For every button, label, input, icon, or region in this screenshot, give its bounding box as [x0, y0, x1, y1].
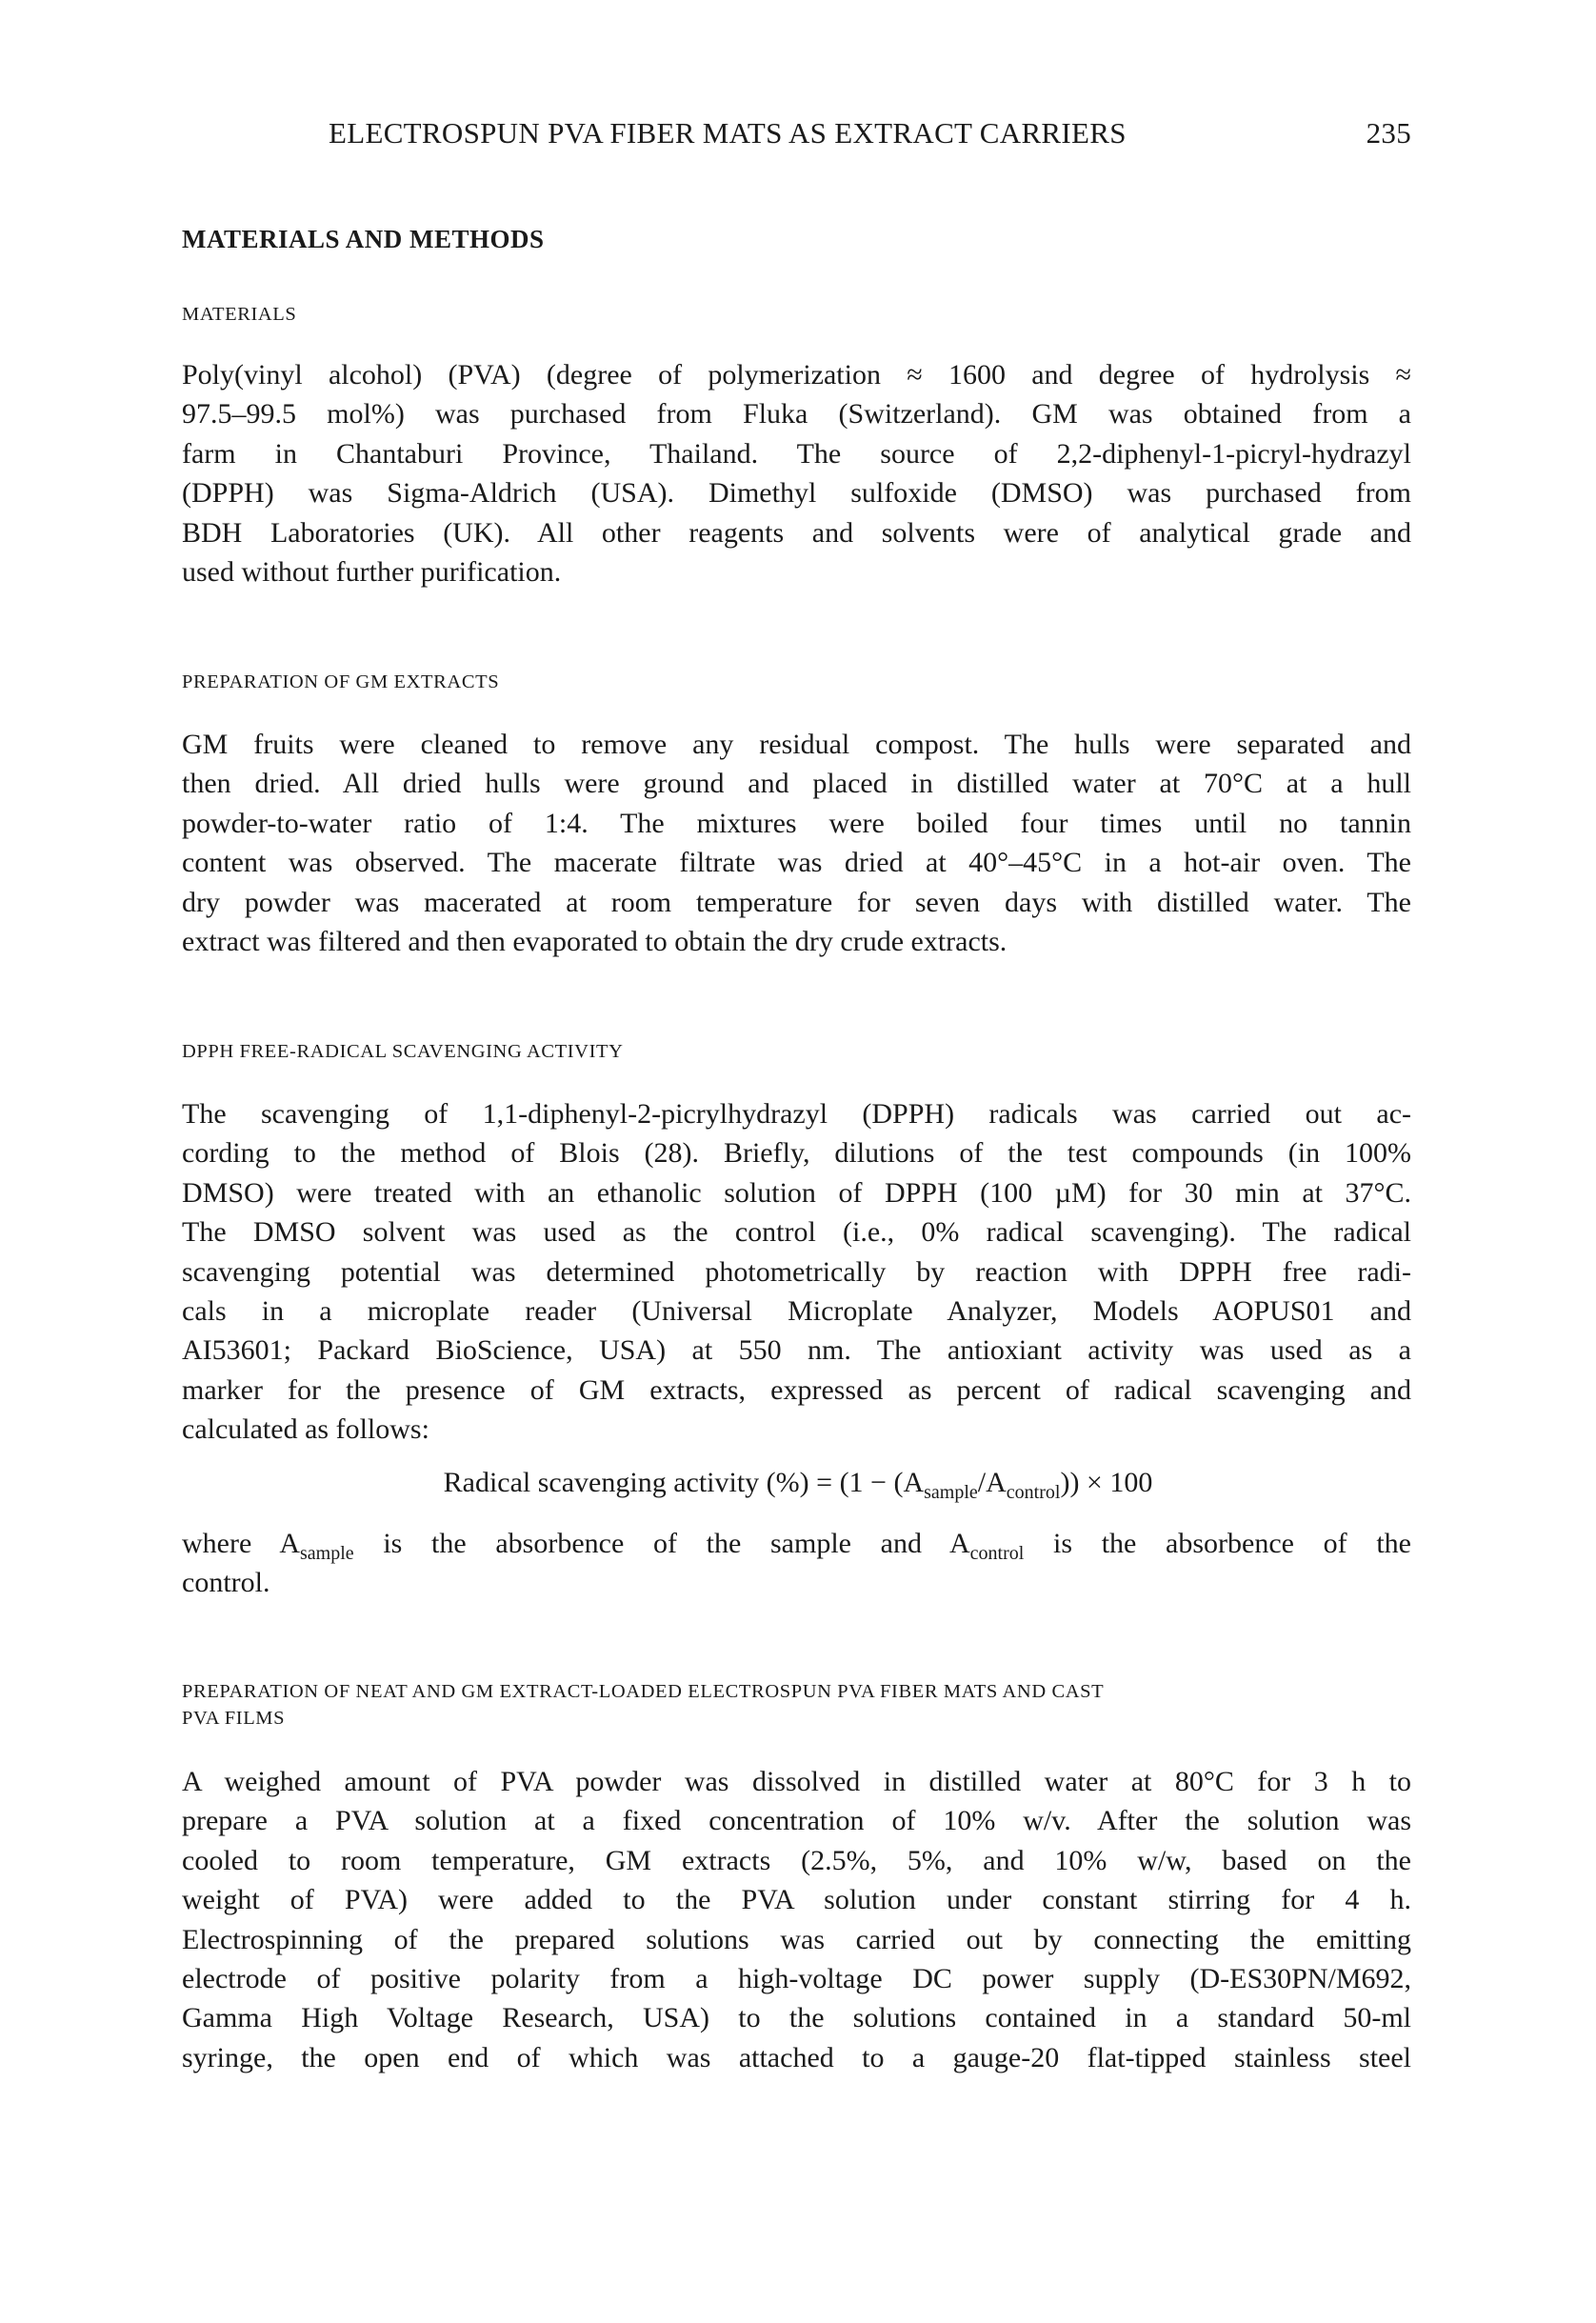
text-line: calculated as follows:: [182, 1413, 429, 1446]
paragraph-materials: [182, 355, 1411, 591]
formula-text: /A: [977, 1467, 1007, 1498]
section-heading: MATERIALS AND METHODS: [182, 225, 545, 253]
text-line: AI53601; Packard BioScience, USA) at 550 nm. The antioxiant activity was used as a: [182, 1334, 1411, 1367]
paragraph-where: [182, 1524, 1411, 1603]
subsection-heading-gm-extracts: PREPARATION OF GM EXTRACTS: [182, 671, 500, 692]
text-line: marker for the presence of GM extracts, expressed as percent of radical scavenging and: [182, 1373, 1411, 1406]
subscript: control: [969, 1543, 1025, 1564]
text-line: BDH Laboratories (UK). All other reagents and solvents were of analytical grade and: [182, 516, 1411, 549]
text-line: GM fruits were cleaned to remove any residual compost. The hulls were separated and: [182, 729, 1411, 760]
formula-subscript: control: [1006, 1482, 1061, 1503]
subsection-heading-electrospinning: [182, 1678, 1411, 1732]
formula-text: Radical scavenging activity (%) = (1 − (A: [443, 1467, 925, 1498]
text-line: prepare a PVA solution at a fixed concentration of 10% w/v. After the solution was: [182, 1805, 1411, 1837]
text-line: cording to the method of Blois (28). Briefly, dilutions of the test compounds (in 100%: [182, 1137, 1411, 1170]
heading-line: PREPARATION OF NEAT AND GM EXTRACT-LOADED ELECTROSPUN PVA FIBER MATS AND CAST: [182, 1681, 1105, 1702]
subsection-heading-dpph: DPPH FREE-RADICAL SCAVENGING ACTIVITY: [182, 1041, 624, 1062]
paragraph-electrospinning: [182, 1762, 1411, 2077]
running-header: [329, 116, 1411, 150]
text-line: then dried. All dried hulls were ground and placed in distilled water at 70°C at a hull: [182, 768, 1411, 800]
text-line: syringe, the open end of which was attached to a gauge-20 flat-tipped stainless steel: [182, 2041, 1411, 2073]
text-line: (DPPH) was Sigma-Aldrich (USA). Dimethyl sulfoxide (DMSO) was purchased from: [182, 477, 1411, 510]
paragraph-dpph: [182, 1094, 1411, 1450]
text-line: content was observed. The macerate filtrate was dried at 40°–45°C in a hot-air oven. The: [182, 847, 1411, 879]
text-line: A weighed amount of PVA powder was dissolved in distilled water at 80°C for 3 h to: [182, 1766, 1411, 1797]
heading-line: PVA FILMS: [182, 1708, 286, 1729]
formula-text: )) × 100: [1060, 1467, 1153, 1498]
text-line: powder-to-water ratio of 1:4. The mixtures were boiled four times until no tannin: [182, 807, 1411, 839]
text-line: cooled to room temperature, GM extracts (2.5%, 5%, and 10% w/w, based on the: [182, 1844, 1411, 1876]
text-line: Poly(vinyl alcohol) (PVA) (degree of polymerization ≈ 1600 and degree of hydrolysis ≈: [182, 359, 1411, 391]
running-title: ELECTROSPUN PVA FIBER MATS AS EXTRACT CARRIERS: [329, 116, 1127, 150]
text: where A: [182, 1528, 300, 1559]
text-line: DMSO) were treated with an ethanolic solution of DPPH (100 µM) for 30 min at 37°C.: [182, 1176, 1411, 1209]
text-line: scavenging potential was determined photometrically by reaction with DPPH free radi-: [182, 1255, 1411, 1288]
where-line: [182, 1524, 1411, 1563]
paragraph-gm-extracts: [182, 725, 1411, 961]
text-line: Electrospinning of the prepared solutions was carried out by connecting the emitting: [182, 1923, 1411, 1955]
text-line: The scavenging of 1,1-diphenyl-2-picrylhydrazyl (DPPH) radicals was carried out ac-: [182, 1098, 1411, 1130]
text: is the absorbence of the: [1024, 1528, 1411, 1559]
text-line: weight of PVA) were added to the PVA solution under constant stirring for 4 h.: [182, 1884, 1411, 1916]
page-number: 235: [1366, 116, 1411, 150]
equation-radical-scavenging: [0, 1467, 1596, 1503]
formula-subscript: sample: [924, 1482, 978, 1503]
text-line: 97.5–99.5 mol%) was purchased from Fluka (Switzerland). GM was obtained from a: [182, 398, 1411, 431]
subscript: sample: [299, 1543, 354, 1564]
where-line: control.: [182, 1567, 270, 1599]
text-line: cals in a microplate reader (Universal Microplate Analyzer, Models AOPUS01 and: [182, 1295, 1411, 1328]
subsection-heading-materials: MATERIALS: [182, 304, 297, 325]
text-line: electrode of positive polarity from a high-voltage DC power supply (D-ES30PN/M692,: [182, 1963, 1411, 1995]
text: is the absorbence of the sample and A: [353, 1528, 970, 1559]
text-line: Gamma High Voltage Research, USA) to the solutions contained in a standard 50-ml: [182, 2002, 1411, 2034]
text-line: used without further purification.: [182, 556, 562, 589]
text-line: extract was filtered and then evaporated to obtain the dry crude extracts.: [182, 926, 1007, 958]
text-line: farm in Chantaburi Province, Thailand. The source of 2,2-diphenyl-1-picryl-hydrazyl: [182, 437, 1411, 470]
text-line: The DMSO solvent was used as the control (i.e., 0% radical scavenging). The radical: [182, 1216, 1411, 1249]
text-line: dry powder was macerated at room temperature for seven days with distilled water. The: [182, 886, 1411, 918]
